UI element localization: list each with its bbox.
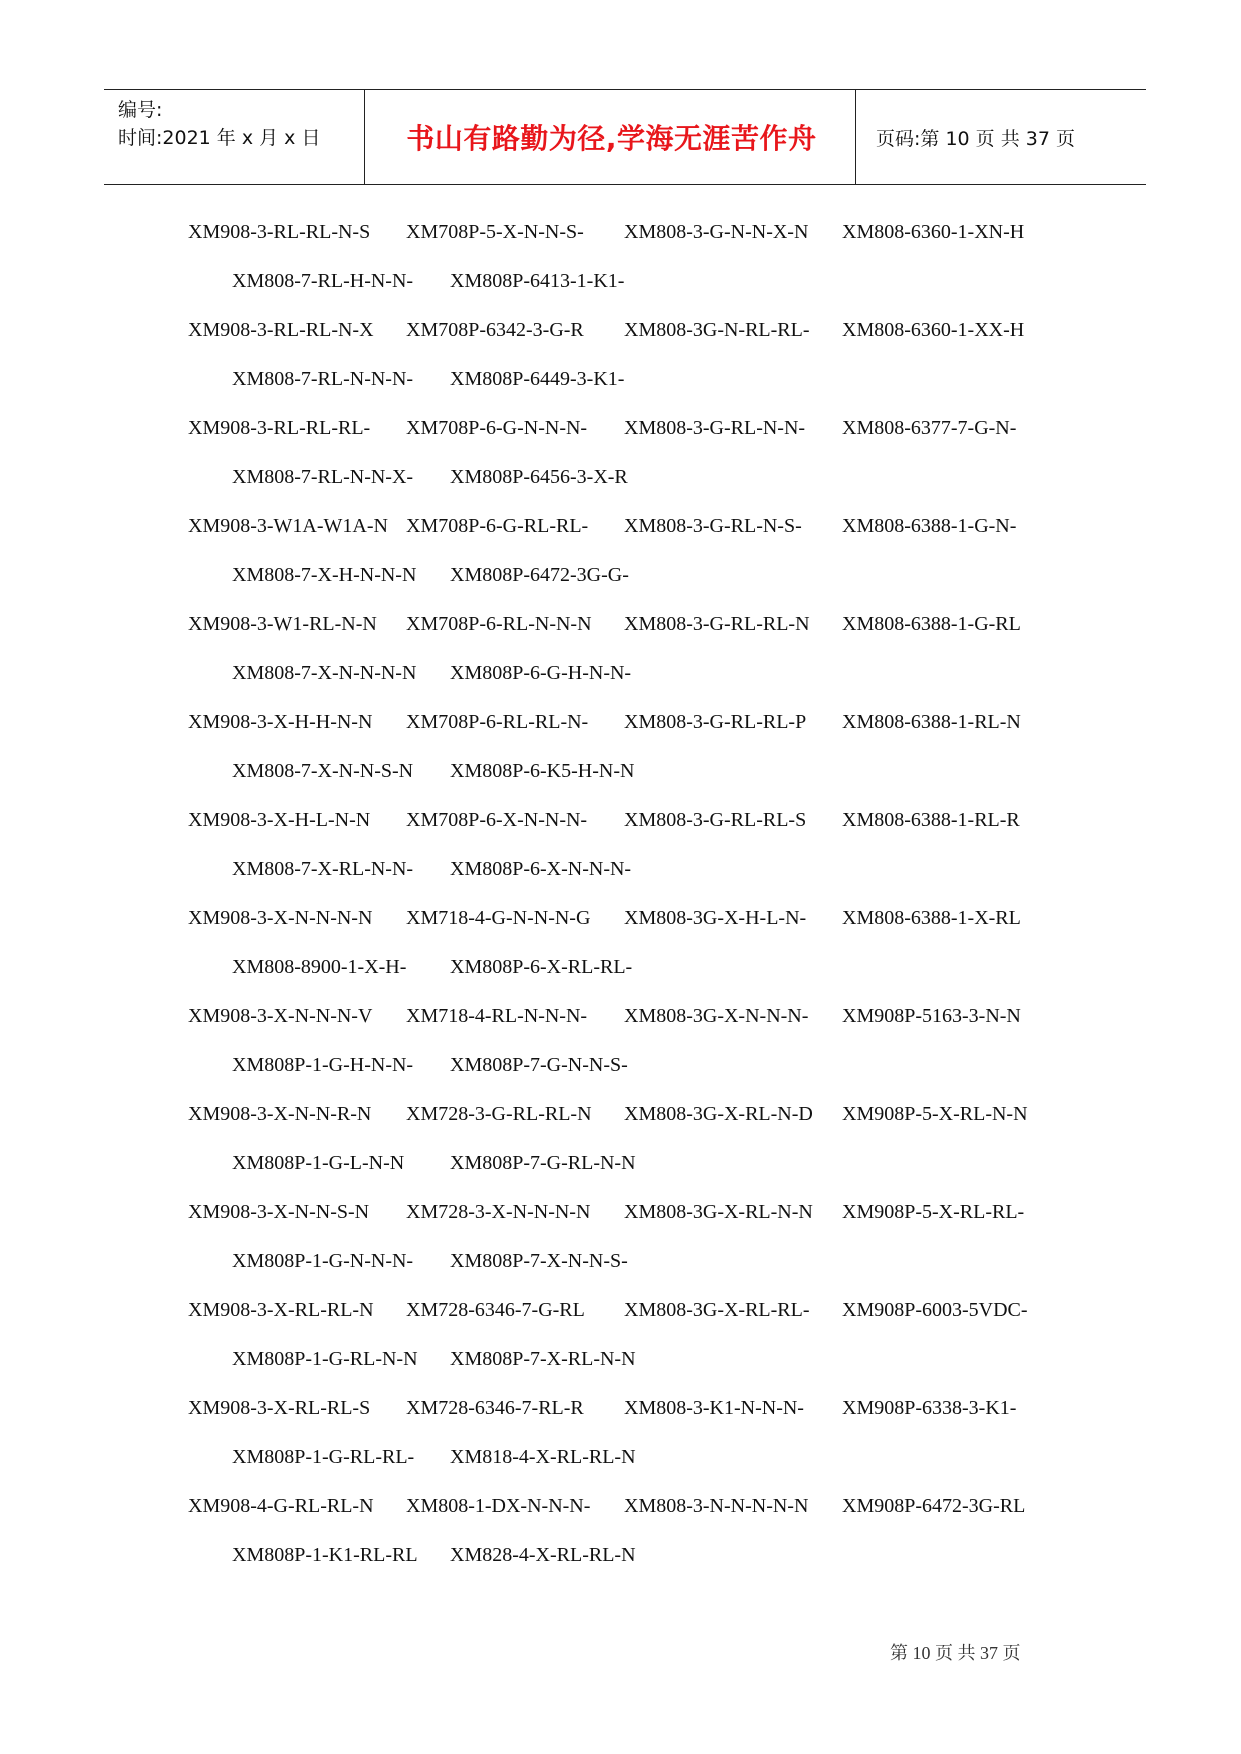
part-number: XM808-7-RL-N-N-X- bbox=[232, 466, 414, 488]
part-number: XM808-3-G-RL-RL-P bbox=[624, 711, 807, 733]
list-item bbox=[188, 415, 1088, 513]
part-number: XM808-8900-1-X-H- bbox=[232, 956, 407, 978]
part-number: XM808-3-G-RL-RL-S bbox=[624, 809, 807, 831]
part-number: XM708P-6-RL-N-N-N bbox=[406, 613, 592, 635]
part-number: XM728-6346-7-G-RL bbox=[406, 1299, 585, 1321]
part-number: XM728-3-X-N-N-N-N bbox=[406, 1201, 591, 1223]
part-number: XM808P-6472-3G-G- bbox=[450, 564, 629, 586]
part-number: XM708P-6-G-N-N-N- bbox=[406, 417, 588, 439]
part-number: XM808P-7-X-N-N-S- bbox=[450, 1250, 628, 1272]
header-page-label: 页码:第 10 页 共 37 页 bbox=[876, 127, 1075, 150]
part-number: XM808P-1-G-H-N-N- bbox=[232, 1054, 414, 1076]
list-item bbox=[188, 709, 1088, 807]
list-item bbox=[188, 1395, 1088, 1493]
part-number: XM908-3-X-H-L-N-N bbox=[188, 809, 371, 831]
list-item bbox=[188, 219, 1088, 317]
part-number: XM908P-6472-3G-RL bbox=[842, 1495, 1026, 1517]
document-number-label: 编号: bbox=[118, 99, 163, 121]
part-number: XM808-3G-X-RL-N-D bbox=[624, 1103, 813, 1125]
part-number: XM908-3-RL-RL-N-X bbox=[188, 319, 374, 341]
part-number: XM908P-6338-3-K1- bbox=[842, 1397, 1017, 1419]
part-number: XM808P-6413-1-K1- bbox=[450, 270, 625, 292]
part-number: XM728-6346-7-RL-R bbox=[406, 1397, 584, 1419]
list-item bbox=[188, 1101, 1088, 1199]
part-number: XM808-7-X-H-N-N-N bbox=[232, 564, 417, 586]
part-number: XM908-3-RL-RL-N-S bbox=[188, 221, 371, 243]
part-number: XM908P-5163-3-N-N bbox=[842, 1005, 1021, 1027]
list-item bbox=[188, 905, 1088, 1003]
part-number: XM708P-6-G-RL-RL- bbox=[406, 515, 589, 537]
part-number: XM908-3-X-H-H-N-N bbox=[188, 711, 373, 733]
part-number: XM808-6377-7-G-N- bbox=[842, 417, 1017, 439]
part-number: XM808-3-N-N-N-N-N bbox=[624, 1495, 809, 1517]
part-number: XM908-3-X-N-N-N-V bbox=[188, 1005, 373, 1027]
part-number: XM808P-1-G-RL-N-N bbox=[232, 1348, 418, 1370]
part-number: XM808-3-G-N-N-X-N bbox=[624, 221, 809, 243]
part-number: XM908-4-G-RL-RL-N bbox=[188, 1495, 374, 1517]
part-number: XM808-3G-X-RL-RL- bbox=[624, 1299, 810, 1321]
part-number: XM718-4-RL-N-N-N- bbox=[406, 1005, 588, 1027]
part-number: XM708P-6-RL-RL-N- bbox=[406, 711, 589, 733]
list-item bbox=[188, 1003, 1088, 1101]
part-number: XM908-3-X-RL-RL-S bbox=[188, 1397, 371, 1419]
part-number: XM828-4-X-RL-RL-N bbox=[450, 1544, 636, 1566]
part-number: XM808P-1-G-RL-RL- bbox=[232, 1446, 415, 1468]
list-item bbox=[188, 513, 1088, 611]
header-motto: 书山有路勤为径,学海无涯苦作舟 bbox=[406, 122, 817, 155]
header-meta bbox=[118, 96, 368, 152]
page-footer: 第 10 页 共 37 页 bbox=[890, 1643, 1021, 1663]
document-header bbox=[104, 89, 1146, 185]
part-number: XM808P-1-K1-RL-RL bbox=[232, 1544, 418, 1566]
header-divider bbox=[855, 90, 856, 184]
list-item bbox=[188, 807, 1088, 905]
part-number: XM808-3G-X-RL-N-N bbox=[624, 1201, 813, 1223]
part-number: XM808-6388-1-RL-R bbox=[842, 809, 1020, 831]
part-number: XM808-3G-X-N-N-N- bbox=[624, 1005, 809, 1027]
part-number: XM908P-5-X-RL-RL- bbox=[842, 1201, 1025, 1223]
part-number: XM808-7-RL-N-N-N- bbox=[232, 368, 414, 390]
part-number: XM808P-7-G-N-N-S- bbox=[450, 1054, 628, 1076]
document-time-label: 时间:2021 年 x 月 x 日 bbox=[118, 127, 321, 149]
list-item bbox=[188, 611, 1088, 709]
part-number: XM718-4-G-N-N-N-G bbox=[406, 907, 591, 929]
part-number: XM908-3-W1-RL-N-N bbox=[188, 613, 377, 635]
part-number: XM808P-6-G-H-N-N- bbox=[450, 662, 632, 684]
part-number: XM808P-6-X-RL-RL- bbox=[450, 956, 633, 978]
part-number: XM808-1-DX-N-N-N- bbox=[406, 1495, 591, 1517]
part-number: XM708P-6-X-N-N-N- bbox=[406, 809, 588, 831]
part-number: XM808-3G-N-RL-RL- bbox=[624, 319, 810, 341]
part-number: XM808-7-X-N-N-S-N bbox=[232, 760, 414, 782]
part-number: XM808-6388-1-G-RL bbox=[842, 613, 1021, 635]
part-number: XM808-3-G-RL-RL-N bbox=[624, 613, 810, 635]
part-number: XM808-6388-1-RL-N bbox=[842, 711, 1021, 733]
part-number: XM808-3-K1-N-N-N- bbox=[624, 1397, 804, 1419]
part-number: XM808-3-G-RL-N-N- bbox=[624, 417, 806, 439]
part-number: XM808P-7-X-RL-N-N bbox=[450, 1348, 636, 1370]
part-number: XM808-3G-X-H-L-N- bbox=[624, 907, 807, 929]
part-number: XM808P-7-G-RL-N-N bbox=[450, 1152, 636, 1174]
part-number: XM908-3-RL-RL-RL- bbox=[188, 417, 371, 439]
part-number: XM728-3-G-RL-RL-N bbox=[406, 1103, 592, 1125]
list-item bbox=[188, 1493, 1088, 1591]
part-number: XM708P-5-X-N-N-S- bbox=[406, 221, 584, 243]
part-number: XM808-7-X-N-N-N-N bbox=[232, 662, 417, 684]
part-number: XM908-3-W1A-W1A-N bbox=[188, 515, 388, 537]
header-divider bbox=[364, 90, 365, 184]
part-number: XM808P-6-X-N-N-N- bbox=[450, 858, 632, 880]
part-number: XM808P-1-G-N-N-N- bbox=[232, 1250, 414, 1272]
part-number: XM808P-6456-3-X-R bbox=[450, 466, 628, 488]
part-number: XM908-3-X-N-N-N-N bbox=[188, 907, 373, 929]
part-number: XM808-6360-1-XN-H bbox=[842, 221, 1025, 243]
part-number: XM908P-6003-5VDC- bbox=[842, 1299, 1028, 1321]
list-item bbox=[188, 317, 1088, 415]
part-number: XM908-3-X-RL-RL-N bbox=[188, 1299, 374, 1321]
part-number: XM908P-5-X-RL-N-N bbox=[842, 1103, 1028, 1125]
list-item bbox=[188, 1199, 1088, 1297]
part-number: XM808P-6-K5-H-N-N bbox=[450, 760, 635, 782]
part-number: XM808P-6449-3-K1- bbox=[450, 368, 625, 390]
part-number: XM818-4-X-RL-RL-N bbox=[450, 1446, 636, 1468]
part-number: XM808-7-X-RL-N-N- bbox=[232, 858, 414, 880]
part-number: XM808-6360-1-XX-H bbox=[842, 319, 1025, 341]
part-number-list bbox=[188, 219, 1088, 1591]
list-item bbox=[188, 1297, 1088, 1395]
part-number: XM808P-1-G-L-N-N bbox=[232, 1152, 405, 1174]
part-number: XM808-7-RL-H-N-N- bbox=[232, 270, 414, 292]
part-number: XM808-3-G-RL-N-S- bbox=[624, 515, 802, 537]
part-number: XM808-6388-1-G-N- bbox=[842, 515, 1017, 537]
part-number: XM708P-6342-3-G-R bbox=[406, 319, 584, 341]
part-number: XM908-3-X-N-N-R-N bbox=[188, 1103, 372, 1125]
part-number: XM908-3-X-N-N-S-N bbox=[188, 1201, 370, 1223]
part-number: XM808-6388-1-X-RL bbox=[842, 907, 1021, 929]
